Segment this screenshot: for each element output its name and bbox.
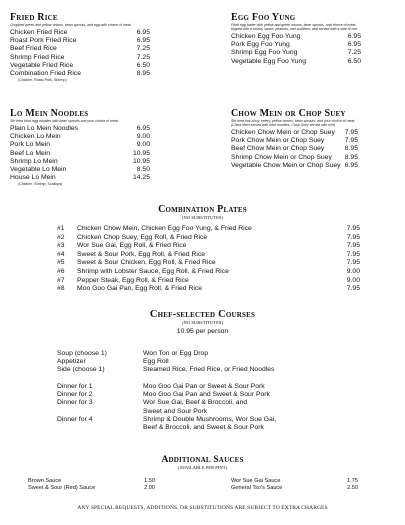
combo-plate-name: Moo Goo Gai Pan, Egg Roll, & Fried Rice [77,285,203,293]
dinner-item-value [143,416,276,432]
sauce-item-name: Wor Sue Gai Sauce [231,478,281,484]
dinner-item-value [143,383,265,391]
sauces-title: Additional Sauces [161,455,244,465]
lo-mein-item-price: 9.00 [136,133,150,141]
combo-plate-number: #3 [57,242,65,250]
course-item-label: Appetizer [57,358,86,366]
course-item-value-line: Won Ton or Egg Drop [143,350,209,357]
combo-plate-price: 7.95 [346,250,360,258]
combination-plates-header [0,204,405,220]
course-item-value-line: Steamed Rice, Fried Rice, or Fried Noodles [143,366,275,374]
fried-rice-item-row [10,37,150,45]
chow-mein-item-price: 7.95 [344,129,358,136]
egg-foo-yung-item-name: Chicken Egg Foo Yung [231,33,301,40]
dinner-item-value-line: Beef & Broccoli, and Sweet & Sour Pork [143,424,264,432]
combination-plates-subtitle: (NO SUBSTITUTES) [182,215,223,220]
combo-plate-price: 7.95 [346,242,360,250]
dinner-item-value-line: Sweet and Sour Pork [143,407,208,415]
combo-plate-row [57,234,360,243]
dinner-item-label: Dinner for 3 [57,399,93,407]
sauce-item-row [231,478,358,485]
course-item-value [143,358,169,366]
sauces-subtitle: (AVAILABLE PER PINT) [177,465,228,470]
dinner-item-value-line: Moo Goo Gai Pan or Sweet & Sour Pork [143,383,265,390]
combo-plate-name: Chicken Chow Mein, Chicken Egg Foo Yung, & Fried Rice [77,225,252,232]
chow-mein-item-price: 8.95 [344,145,358,153]
combination-fried-rice-note: (Chicken, Roast Pork, Shrimp) [18,78,67,83]
combo-plate-number: #1 [57,225,65,232]
chow-mein-item-name: Beef Chow Mein or Chop Suey [231,145,325,153]
chow-mein-item-name: Pork Chow Mein or Chop Suey [231,137,325,145]
dinner-list [57,383,357,432]
combo-plate-name: Sweet & Sour Pork, Egg Roll, & Fried Rice [77,250,206,258]
dinner-item-row [57,416,357,432]
egg-foo-yung-item-name: Vegetable Egg Foo Yung [231,57,307,65]
combo-plate-left [57,251,205,260]
chow-mein-title: Chow Mein or Chop Suey [231,108,346,119]
combo-plate-left [57,259,216,268]
lo-mein-list [10,125,150,182]
chow-mein-list [231,129,358,170]
combo-plate-row [57,225,360,234]
chef-courses-subtitle: (NO SUBSTITUTES) [182,320,223,325]
combo-plate-left [57,277,189,286]
lo-mein-item-price: 14.25 [132,174,150,182]
combo-plate-left [57,268,229,277]
chow-mein-item-row [231,154,358,162]
sauce-item-price: 2.00 [144,485,155,491]
combination-plates-list [57,225,360,294]
fried-rice-item-name: Roast Pork Fried Rice [10,37,77,45]
egg-foo-yung-item-price: 6.95 [347,33,361,40]
combo-plate-left [57,285,202,294]
egg-foo-yung-item-row [231,49,361,57]
lo-mein-item-price: 6.95 [136,125,150,132]
combo-plate-row [57,268,360,277]
chow-mein-item-name: Shrimp Chow Mein or Chop Suey [231,153,332,161]
dinner-item-value-line: Wor Sue Gai, Beef & Broccoli, and [143,399,248,407]
chef-courses-list [57,350,357,375]
sauce-item-row [28,478,155,485]
lo-mein-item-name: House Lo Mein [10,174,56,182]
lo-mein-item-price: 10.95 [132,157,150,165]
fried-rice-item-price: 8.95 [136,70,150,78]
fried-rice-item-row [10,62,150,70]
sauce-item-row [28,485,155,492]
combo-plate-price: 7.95 [346,225,360,232]
chef-courses-header [0,309,405,336]
combo-plate-price: 9.00 [346,276,360,284]
fried-rice-item-name: Combination Fried Rice [10,70,82,78]
chow-mein-item-name: Vegetable Chow Mein or Chop Suey [231,161,341,169]
sauce-item-name: Sweet & Sour (Red) Sauce [28,485,96,491]
combo-plate-name: Chicken Chop Suey, Egg Roll, & Fried Rice [77,233,208,241]
egg-foo-yung-title: Egg Foo Yung [231,12,296,23]
lo-mein-item-price: 10.95 [132,149,150,157]
sauce-item-price: 2.50 [347,485,358,491]
combo-plate-row [57,277,360,286]
combo-plate-left [57,242,186,251]
lo-mein-item-row [10,166,150,174]
fried-rice-item-name: Chicken Fried Rice [10,29,68,36]
egg-foo-yung-section [231,12,361,66]
dinner-item-value [143,399,247,415]
fried-rice-item-price: 6.95 [136,37,150,45]
sauces-left-list [28,478,155,492]
egg-foo-yung-item-row [231,41,361,49]
lo-mein-item-row [10,133,150,141]
egg-foo-yung-item-name: Shrimp Egg Foo Yung [231,49,298,57]
fried-rice-item-price: 7.25 [136,53,150,61]
fried-rice-section [10,12,150,82]
course-item-row [57,358,357,366]
lo-mein-item-name: Pork Lo Mein [10,141,51,149]
chow-mein-section [231,108,358,170]
sauce-item-name: General Tso's Sauce [231,485,283,491]
lo-mein-item-name: Plain Lo Mein Noodles [10,125,79,132]
fried-rice-item-price: 6.50 [136,61,150,69]
combo-plate-price: 7.95 [346,259,360,267]
chow-mein-item-row [231,145,358,153]
lo-mein-item-name: Vegetable Lo Mein [10,166,67,174]
lo-mein-item-row [10,125,150,133]
combo-plate-number: #7 [57,276,65,284]
combo-plate-left [57,234,207,243]
chow-mein-item-row [231,162,358,170]
combo-plate-name: Pepper Steak, Egg Roll, & Fried Rice [77,276,189,284]
chow-mein-item-price: 6.95 [344,161,358,169]
course-item-value-line: Egg Roll [143,358,169,366]
chef-courses-price: 10.95 per person [176,328,229,335]
chow-mein-item-price: 8.95 [344,153,358,161]
dinner-item-row [57,383,357,391]
lo-mein-item-row [10,174,150,182]
lo-mein-section [10,108,150,186]
house-lo-mein-note: (Chicken, Shrimp, Scallops) [18,182,63,187]
lo-mein-item-row [10,158,150,166]
fried-rice-item-name: Vegetable Fried Rice [10,61,74,69]
fried-rice-item-name: Beef Fried Rice [10,45,57,53]
combination-plates-title: Combination Plates [158,204,247,215]
lo-mein-title: Lo Mein Noodles [10,108,89,119]
lo-mein-item-row [10,150,150,158]
sauce-item-price: 1.50 [144,478,155,484]
fried-rice-item-price: 6.95 [136,29,150,36]
footer-note: ANY SPECIAL REQUESTS, ADDITIONS, OR SUBSTITUTIONS ARE SUBJECT TO EXTRA CHARGES [77,505,328,511]
lo-mein-item-price: 8.50 [136,166,150,174]
dinner-item-label: Dinner for 2 [57,391,93,399]
combo-plate-row [57,285,360,294]
fried-rice-item-row [10,70,150,78]
combo-plate-row [57,242,360,251]
fried-rice-item-name: Shrimp Fried Rice [10,53,65,61]
combo-plate-price: 7.95 [346,285,360,293]
combo-plate-row [57,259,360,268]
dinner-item-row [57,399,357,415]
dinner-item-row [57,391,357,399]
sauces-right-list [231,478,358,492]
lo-mein-item-name: Shrimp Lo Mein [10,157,58,165]
sauces-header [0,455,405,470]
combo-plate-number: #2 [57,233,65,241]
dinner-item-value-line: Shrimp & Double Mushrooms, Wor Sue Gai, [143,415,277,423]
egg-foo-yung-item-price: 6.95 [347,41,361,49]
combo-plate-number: #4 [57,250,65,258]
chow-mein-item-row [231,137,358,145]
egg-foo-yung-item-row [231,58,361,66]
lo-mein-item-name: Chicken Lo Mein [10,133,61,141]
combo-plate-name: Shrimp with Lobster Sauce, Egg Roll, & Fried Rice [77,267,229,275]
egg-foo-yung-item-row [231,33,361,41]
egg-foo-yung-item-price: 6.50 [347,57,361,65]
chow-mein-item-price: 7.95 [344,137,358,145]
fried-rice-description: Chopped green and yellow onions, bean sprouts, and egg with choice of meat [10,23,131,27]
combo-plate-number: #5 [57,259,65,267]
egg-foo-yung-list [231,33,361,66]
combo-plate-left [57,225,252,234]
fried-rice-item-row [10,29,150,37]
dinner-item-value-line: Moo Goo Gai Pan and Sweet & Sour Pork [143,391,270,399]
chef-courses-title: Chef-selected Courses [149,309,256,320]
course-item-row [57,366,357,374]
dinner-item-value [143,391,270,399]
combo-plate-number: #6 [57,267,65,275]
fried-rice-item-row [10,54,150,62]
lo-mein-item-name: Beef Lo Mein [10,149,51,157]
combo-plate-number: #8 [57,285,65,293]
fried-rice-list [10,29,150,78]
fried-rice-title: Fried Rice [10,12,58,23]
chow-mein-description: Stir fried bok-choy, celery, yellow onions, bean sprouts, and your choice of meat (Chow Mein served with fried noodles, Chop Suey served with rice) [231,119,355,127]
fried-rice-item-price: 7.25 [136,45,150,53]
egg-foo-yung-description: Fried egg batter with yellow and green onions, bean sprouts, and choice of meat, topped with a savory sauce, peanuts, and scallions; and served with a side of rice [231,23,358,31]
combo-plate-name: Wor Sue Gai, Egg Roll, & Fried Rice [77,242,187,250]
egg-foo-yung-item-name: Pork Egg Foo Yung [231,41,290,49]
chow-mein-item-row [231,129,358,137]
egg-foo-yung-item-price: 7.25 [347,49,361,57]
sauce-item-name: Brown Sauce [28,478,62,484]
course-item-label: Side (choose 1) [57,366,105,374]
chow-mein-item-name: Chicken Chow Mein or Chop Suey [231,129,335,136]
lo-mein-description: Stir fried thick egg noodles with bean sprouts and your choice of meat [10,119,118,123]
lo-mein-item-row [10,141,150,149]
course-item-value [143,350,208,358]
combo-plate-price: 7.95 [346,233,360,241]
course-item-label: Soup (choose 1) [57,350,107,357]
combo-plate-price: 9.00 [346,267,360,275]
course-item-value [143,366,274,374]
course-item-row [57,350,357,358]
fried-rice-item-row [10,45,150,53]
combo-plate-name: Sweet & Sour Chicken, Egg Roll, & Fried Rice [77,259,216,267]
dinner-item-label: Dinner for 1 [57,383,93,390]
combo-plate-row [57,251,360,260]
sauce-item-row [231,485,358,492]
sauce-item-price: 1.75 [347,478,358,484]
dinner-item-label: Dinner for 4 [57,415,93,423]
lo-mein-item-price: 9.00 [136,141,150,149]
